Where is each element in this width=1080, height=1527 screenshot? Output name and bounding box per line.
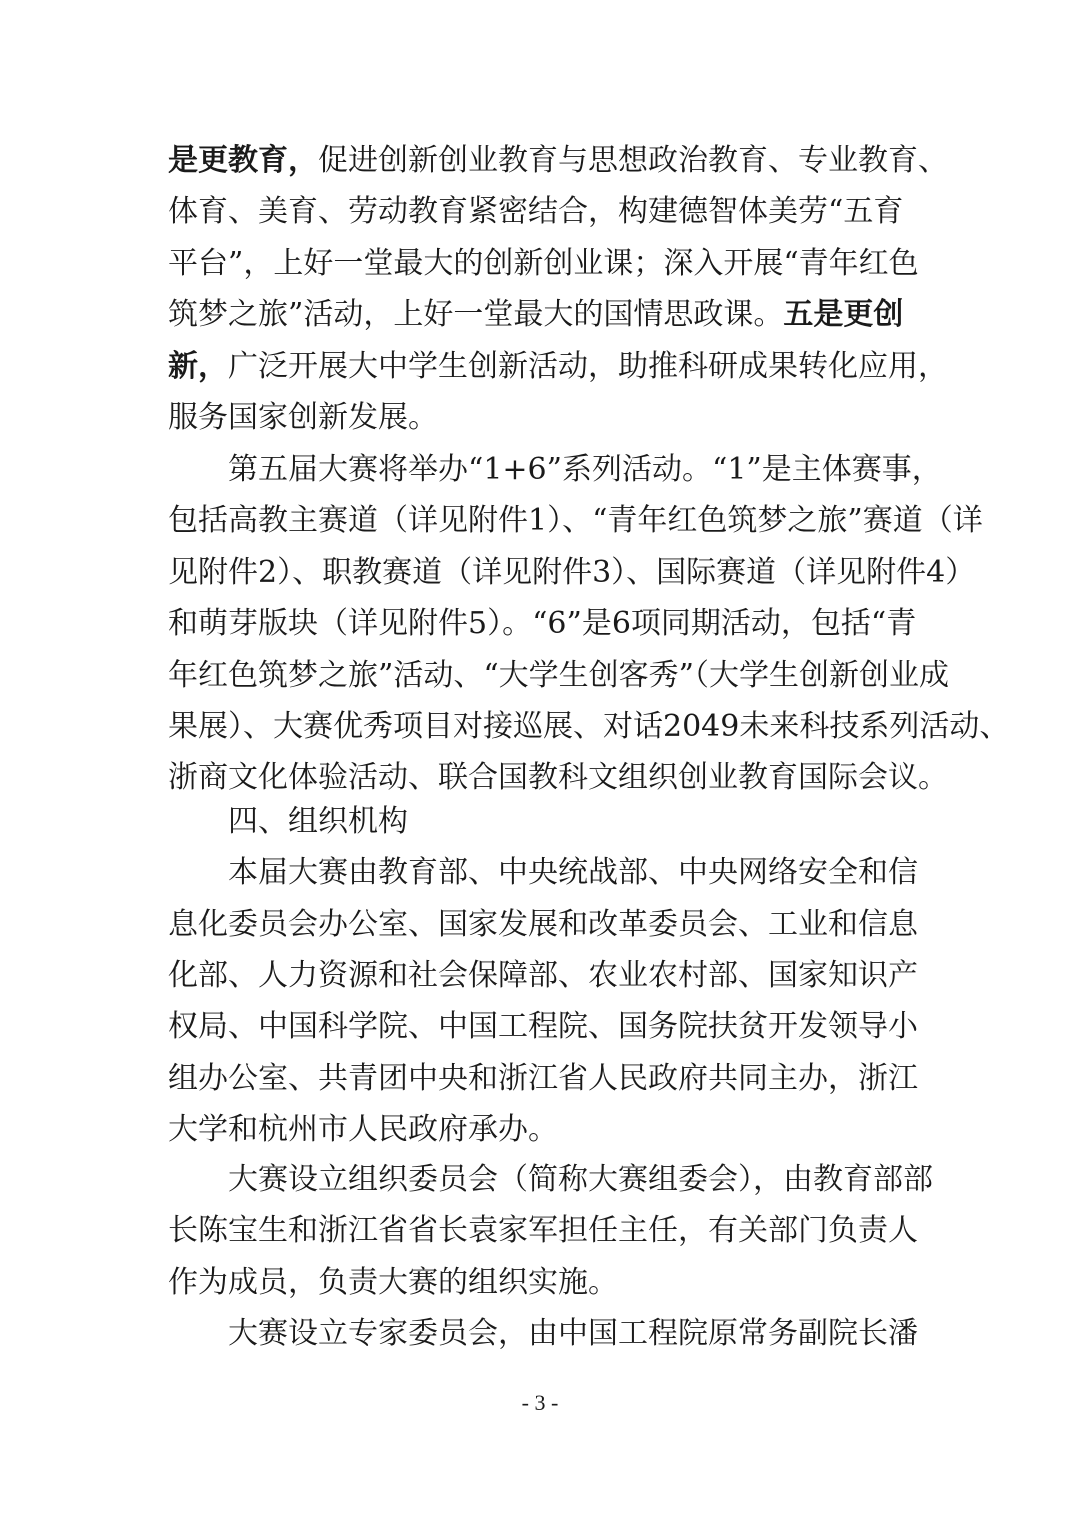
text-segment: 第五届大赛将举办“1+6”系列活动。“1”是主体赛事， [228,452,942,487]
text-line [168,997,918,1057]
text-segment: 包括高教主赛道（详见附件1）、“青年红色筑梦之旅”赛道（详 [168,503,983,538]
text-segment: 大赛设立专家委员会，由中国工程院原常务副院长潘 [228,1316,918,1351]
text-line [228,843,918,903]
text-segment: 服务国家创新发展。 [168,400,438,435]
text-line [168,594,917,654]
text-segment: 体育、美育、劳动教育紧密结合，构建德智体美劳“五育 [168,194,904,229]
text-segment: 本届大赛由教育部、中央统战部、中央网络安全和信 [228,855,918,890]
page-number: - 3 - [521,1390,559,1415]
text-line [168,491,983,551]
text-segment: 见附件2）、职教赛道（详见附件3）、国际赛道（详见附件4） [168,555,976,590]
text-line [168,388,902,448]
bold-text-segment: 新， [168,349,228,384]
text-segment: 筑梦之旅”活动，上好一堂最大的国情思政课。 [168,297,784,332]
bold-text-segment: 是更教育， [168,143,318,178]
text-segment: 化部、人力资源和社会保障部、农业农村部、国家知识产 [168,958,918,993]
text-segment: 广泛开展大中学生创新活动，助推科研成果转化应用， [228,349,948,384]
text-line [168,285,902,345]
text-segment: 组办公室、共青团中央和浙江省人民政府共同主办，浙江 [168,1061,918,1096]
text-segment: 权局、中国科学院、中国工程院、国务院扶贫开发领导小 [168,1009,918,1044]
text-line [168,1201,918,1261]
text-segment: 年红色筑梦之旅”活动、“大学生创客秀”（大学生创新创业成 [168,658,950,693]
text-segment: 长陈宝生和浙江省省长袁家军担任主任，有关部门负责人 [168,1213,918,1248]
text-line [228,1304,918,1364]
text-segment: 息化委员会办公室、国家发展和改革委员会、工业和信息 [168,907,918,942]
text-segment: 大学和杭州市人民政府承办。 [168,1112,558,1147]
text-segment: 作为成员，负责大赛的组织实施。 [168,1265,618,1300]
text-segment: 平台”，上好一堂最大的创新创业课；深入开展“青年红色 [168,246,919,281]
text-segment: 四、组织机构 [228,804,408,839]
text-line [168,182,902,242]
text-segment: 和萌芽版块（详见附件5）。“6”是6项同期活动，包括“青 [168,606,917,641]
text-segment: 浙商文化体验活动、联合国教科文组织创业教育国际会议。 [168,760,948,795]
text-segment: 果展）、大赛优秀项目对接巡展、对话2049未来科技系列活动、 [168,709,1010,744]
text-segment: 促进创新创业教育与思想政治教育、专业教育、 [318,143,948,178]
text-segment: 大赛设立组织委员会（简称大赛组委会），由教育部部 [228,1162,933,1197]
bold-text-segment: 五是更创 [783,297,904,332]
